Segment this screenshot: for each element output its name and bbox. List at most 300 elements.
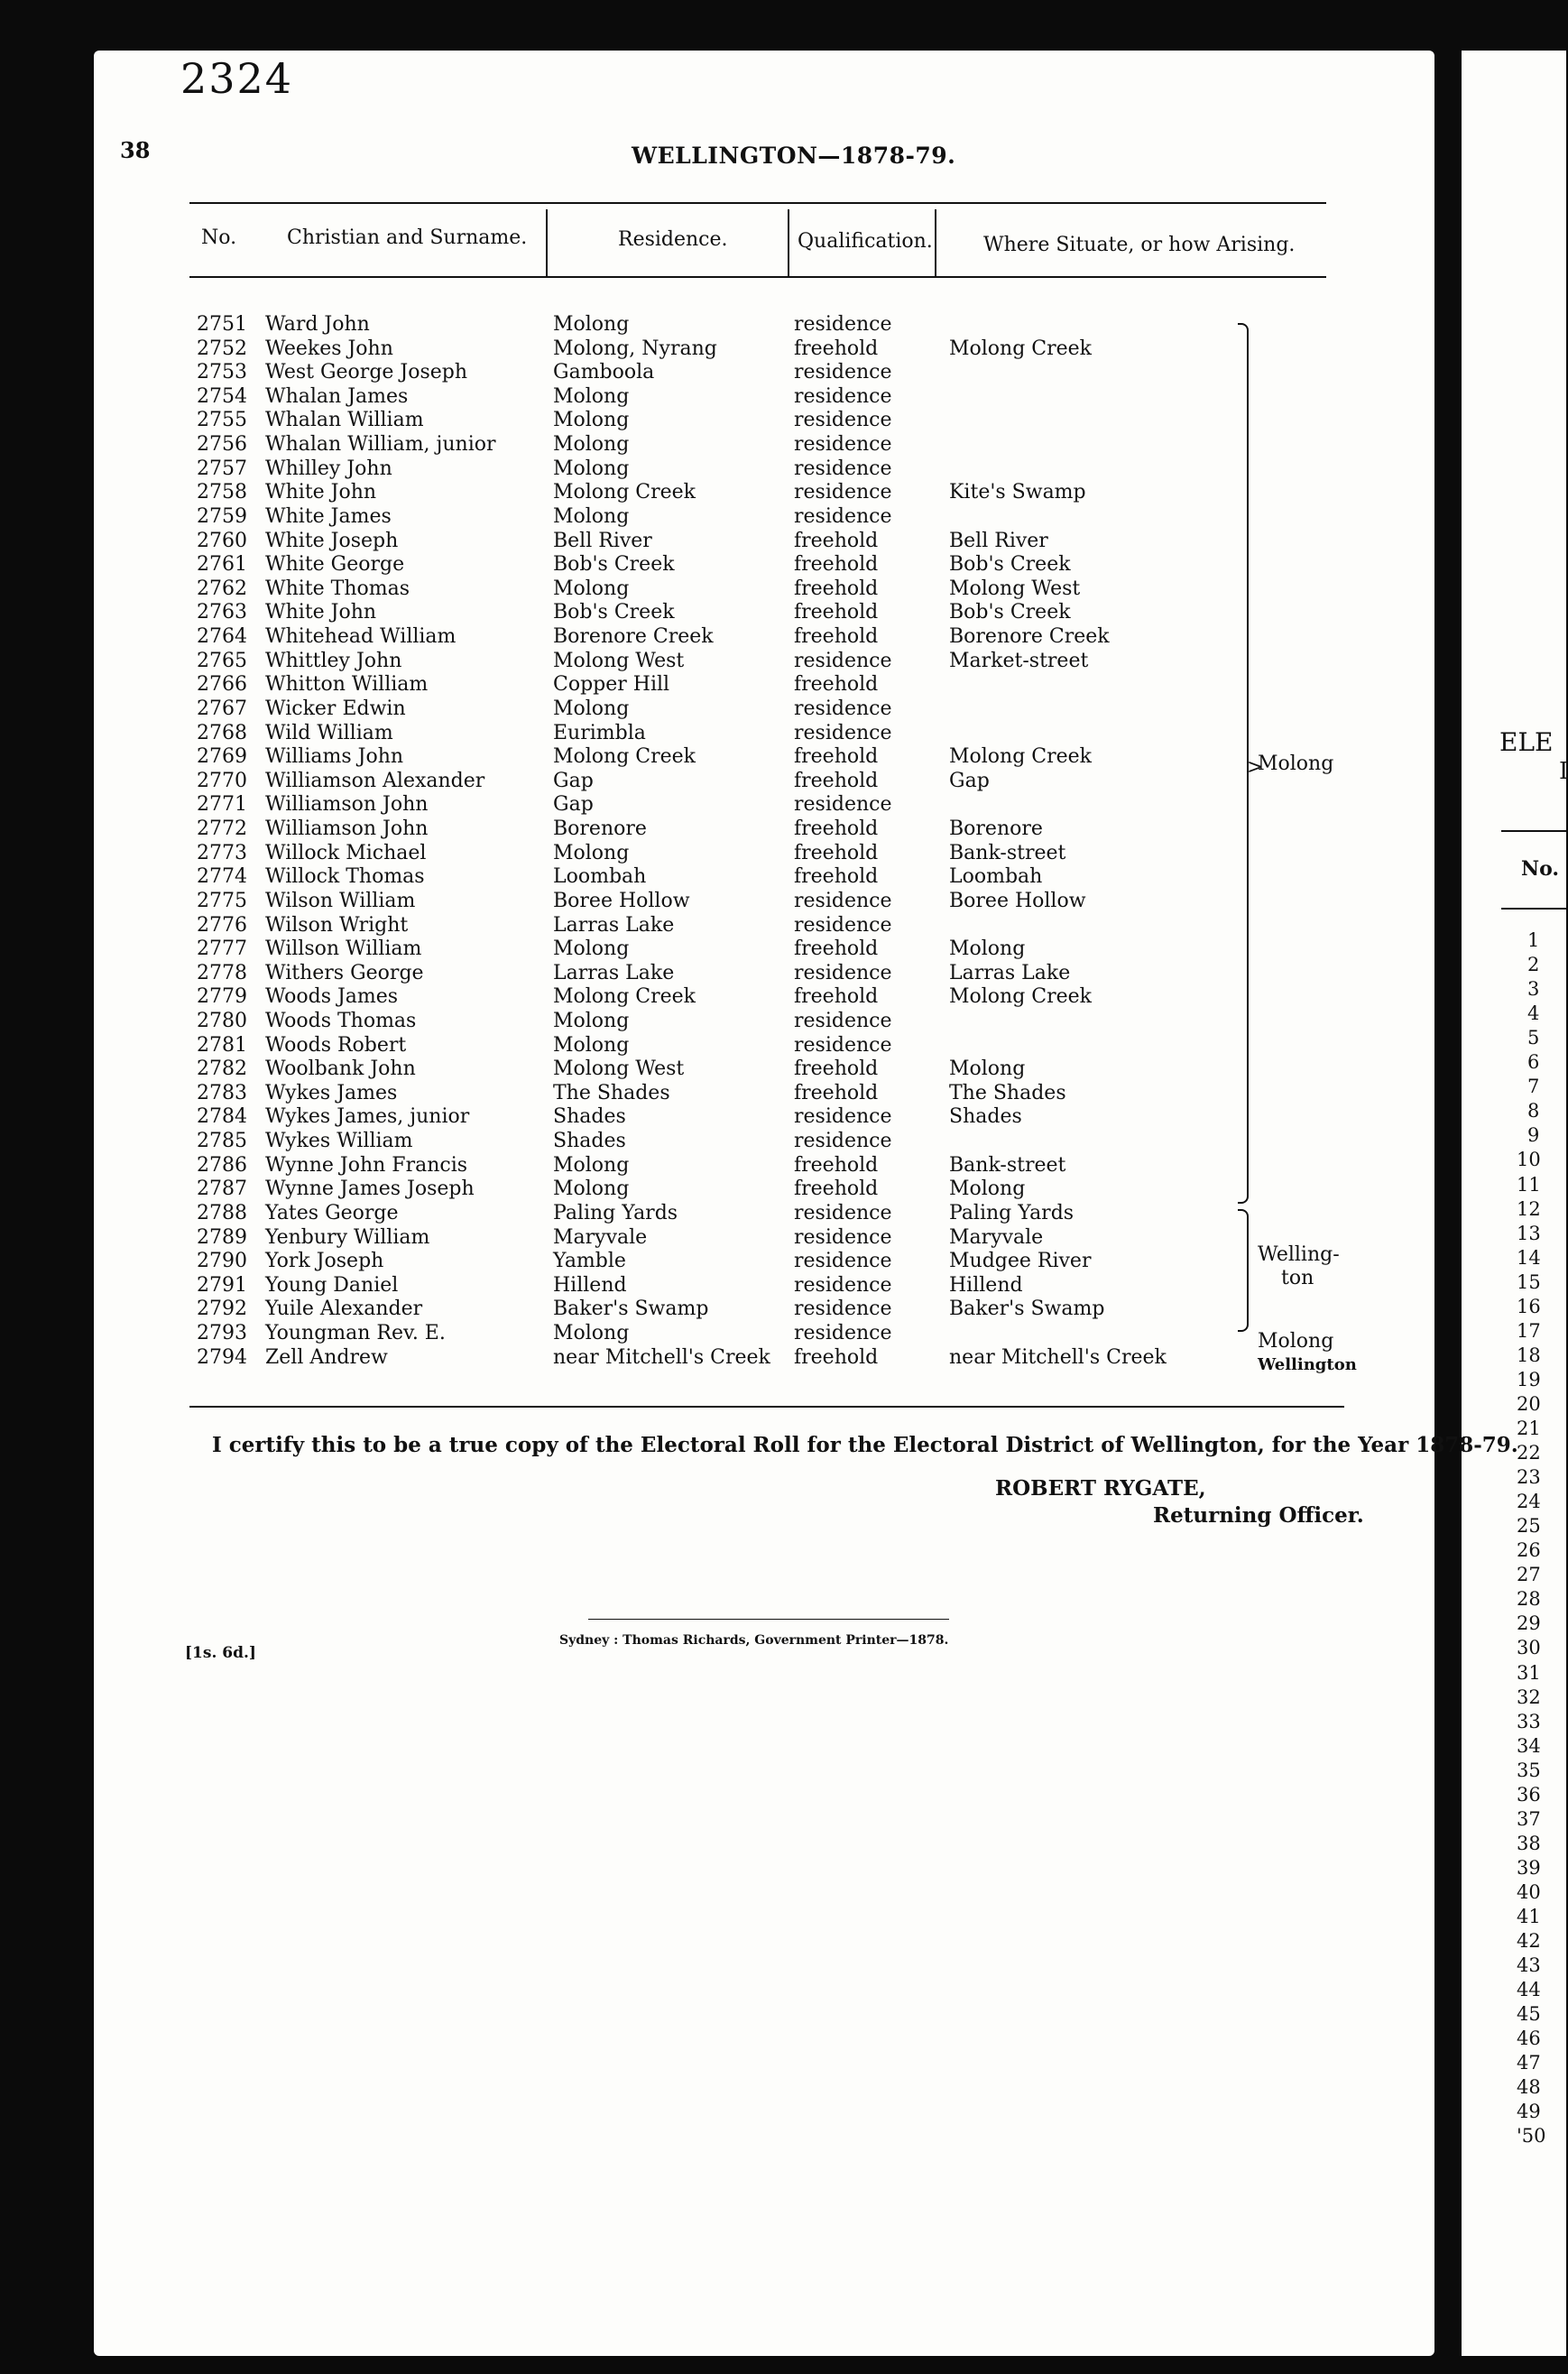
voter-name: Whalan William — [265, 409, 424, 432]
voter-name: Woolbank John — [265, 1058, 416, 1081]
voter-qualification: residence — [794, 1009, 892, 1032]
voter-number: 2785 — [197, 1130, 247, 1153]
voter-name: Yenbury William — [265, 1225, 430, 1249]
voter-residence: Molong — [553, 841, 630, 864]
voter-qualification: residence — [794, 1201, 892, 1224]
voter-residence: Bell River — [553, 529, 652, 552]
voter-situation: Molong — [949, 1058, 1026, 1081]
next-page-row-number: 33 — [1517, 1710, 1541, 1732]
voter-qualification: residence — [794, 1273, 892, 1297]
next-page-row-number: 26 — [1517, 1539, 1541, 1562]
table-row — [0, 313, 1566, 337]
voter-number: 2790 — [197, 1250, 247, 1273]
voter-number: 2757 — [197, 457, 247, 480]
voter-residence: Molong — [553, 504, 630, 528]
next-page-header-fragment: ELE — [1499, 727, 1554, 757]
officer-name: ROBERT RYGATE, — [995, 1476, 1206, 1501]
next-page-row-number: 37 — [1517, 1807, 1541, 1830]
voter-situation: Kite's Swamp — [949, 481, 1086, 504]
table-row — [0, 505, 1566, 530]
voter-residence: The Shades — [553, 1081, 670, 1104]
voter-situation: near Mitchell's Creek — [949, 1345, 1167, 1369]
header-bottom-rule — [189, 276, 1326, 278]
voter-qualification: residence — [794, 1250, 892, 1273]
table-row — [0, 577, 1566, 602]
voter-name: Willock Michael — [265, 841, 427, 864]
voter-number: 2773 — [197, 841, 247, 864]
voter-residence: Molong Creek — [553, 745, 696, 769]
next-page-row-number: 2 — [1527, 954, 1540, 976]
voter-qualification: freehold — [794, 529, 879, 552]
table-row — [0, 553, 1566, 577]
voter-residence: Eurimbla — [553, 721, 646, 744]
voter-residence: Molong — [553, 1033, 630, 1057]
next-page-row-number: 9 — [1527, 1124, 1540, 1147]
next-page-row-number: 30 — [1517, 1637, 1541, 1659]
next-page-row-number: 41 — [1517, 1906, 1541, 1927]
table-row — [0, 938, 1566, 962]
group-brace-wellington — [1238, 1209, 1249, 1332]
voter-number: 2794 — [197, 1345, 247, 1369]
voter-situation: Molong — [949, 1178, 1026, 1201]
next-page-row-number: 17 — [1517, 1319, 1541, 1342]
next-page-row-number: 43 — [1517, 1954, 1541, 1977]
table-row — [0, 890, 1566, 914]
voter-qualification: freehold — [794, 625, 879, 649]
table-row — [0, 1034, 1566, 1058]
table-row — [0, 842, 1566, 866]
table-row — [0, 818, 1566, 842]
voter-situation: Molong Creek — [949, 745, 1093, 769]
next-page-row-number: 34 — [1517, 1734, 1541, 1757]
voter-qualification: freehold — [794, 1345, 879, 1369]
next-page-row-number: 31 — [1517, 1661, 1541, 1684]
voter-situation: Molong — [949, 938, 1026, 961]
printer-imprint: Sydney : Thomas Richards, Government Printer—1878. — [559, 1633, 949, 1648]
voter-name: Wicker Edwin — [265, 697, 406, 720]
voter-name: Whittley John — [265, 649, 402, 672]
voter-name: Yates George — [265, 1201, 399, 1224]
voter-qualification: freehold — [794, 553, 879, 577]
next-page-row-number: 46 — [1517, 2028, 1541, 2050]
table-row — [0, 385, 1566, 410]
voter-name: Williams John — [265, 745, 404, 769]
voter-residence: Bob's Creek — [553, 601, 675, 624]
voter-residence: Gap — [553, 769, 594, 792]
voter-name: York Joseph — [265, 1250, 384, 1273]
group-label-wellington-cont: ton — [1281, 1267, 1314, 1289]
next-page-row-number: 10 — [1517, 1149, 1541, 1171]
next-page-row-number: 28 — [1517, 1588, 1541, 1611]
voter-residence: Molong West — [553, 1058, 685, 1081]
brace-point: > — [1247, 756, 1264, 779]
next-page-row-number: 12 — [1517, 1197, 1541, 1220]
voter-qualification: residence — [794, 481, 892, 504]
voter-number: 2788 — [197, 1201, 247, 1224]
next-page-row-number: 42 — [1517, 1930, 1541, 1953]
table-row — [0, 697, 1566, 722]
next-page-row-number: 25 — [1517, 1515, 1541, 1538]
table-row — [0, 962, 1566, 986]
table-row — [0, 1082, 1566, 1106]
table-row — [0, 1010, 1566, 1034]
voter-qualification: residence — [794, 913, 892, 937]
voter-residence: Baker's Swamp — [553, 1298, 709, 1321]
next-page-row-number: 49 — [1517, 2101, 1541, 2123]
page-number: 38 — [120, 137, 151, 163]
voter-residence: Shades — [553, 1105, 626, 1129]
voter-number: 2760 — [197, 529, 247, 552]
next-page-row-number: 14 — [1517, 1246, 1541, 1269]
voter-qualification: residence — [794, 1298, 892, 1321]
voter-name: White Joseph — [265, 529, 399, 552]
table-row — [0, 722, 1566, 746]
voter-name: Williamson John — [265, 818, 429, 841]
next-page-row-number: 36 — [1517, 1783, 1541, 1806]
voter-qualification: freehold — [794, 1153, 879, 1177]
voter-number: 2791 — [197, 1273, 247, 1297]
voter-name: Willson William — [265, 938, 422, 961]
voter-situation: Borenore Creek — [949, 625, 1110, 649]
group-label-molong-single: Molong — [1258, 1330, 1334, 1353]
voter-qualification: residence — [794, 889, 892, 912]
voter-number: 2776 — [197, 913, 247, 937]
certification-statement: I certify this to be a true copy of the Electoral Roll for the Electoral District of Wellington, for the Year 1878-79. — [212, 1433, 1518, 1457]
voter-number: 2755 — [197, 409, 247, 432]
voter-situation: Bell River — [949, 529, 1048, 552]
voter-number: 2759 — [197, 504, 247, 528]
voter-qualification: residence — [794, 457, 892, 480]
voter-situation: Paling Yards — [949, 1201, 1075, 1224]
voter-number: 2753 — [197, 361, 247, 384]
voter-situation: Maryvale — [949, 1225, 1044, 1249]
voter-residence: Molong — [553, 577, 630, 600]
voter-name: Wild William — [265, 721, 393, 744]
voter-name: Williamson Alexander — [265, 769, 485, 792]
voter-name: Wynne John Francis — [265, 1153, 468, 1177]
voter-residence: Molong — [553, 938, 630, 961]
voter-situation: Bank-street — [949, 841, 1066, 864]
next-page-row-number: 11 — [1517, 1173, 1541, 1196]
voter-residence: Loombah — [553, 865, 647, 889]
voter-name: White James — [265, 504, 392, 528]
voter-residence: Molong — [553, 697, 630, 720]
voter-qualification: residence — [794, 504, 892, 528]
next-page-row-number: 16 — [1517, 1295, 1541, 1317]
voter-situation: Hillend — [949, 1273, 1023, 1297]
next-page-row-number: 48 — [1517, 2076, 1541, 2099]
voter-number: 2756 — [197, 433, 247, 457]
next-page-row-number: 19 — [1517, 1368, 1541, 1390]
voter-qualification: freehold — [794, 577, 879, 600]
voter-name: Woods Thomas — [265, 1009, 417, 1032]
voter-number: 2771 — [197, 793, 247, 817]
voter-name: Yuile Alexander — [265, 1298, 423, 1321]
next-page-header-rule — [1501, 908, 1566, 910]
table-row — [0, 625, 1566, 650]
table-bottom-rule — [189, 1406, 1344, 1408]
voter-residence: Molong — [553, 433, 630, 457]
next-page-row-number: 7 — [1527, 1076, 1540, 1098]
voter-name: Youngman Rev. E. — [265, 1322, 446, 1345]
voter-number: 2765 — [197, 649, 247, 672]
voter-situation: Gap — [949, 769, 990, 792]
voter-number: 2779 — [197, 985, 247, 1009]
table-row — [0, 337, 1566, 362]
voter-qualification: freehold — [794, 1081, 879, 1104]
table-row — [0, 793, 1566, 818]
voter-number: 2786 — [197, 1153, 247, 1177]
voter-situation: Boree Hollow — [949, 889, 1086, 912]
next-page-row-number: 21 — [1517, 1418, 1541, 1439]
voter-situation: Market-street — [949, 649, 1089, 672]
voter-qualification: freehold — [794, 938, 879, 961]
voter-qualification: residence — [794, 1105, 892, 1129]
voter-number: 2764 — [197, 625, 247, 649]
voter-name: Young Daniel — [265, 1273, 399, 1297]
voter-qualification: residence — [794, 313, 892, 336]
voter-number: 2751 — [197, 313, 247, 336]
voter-qualification: freehold — [794, 769, 879, 792]
voter-name: Wykes James, junior — [265, 1105, 470, 1129]
voter-name: Wynne James Joseph — [265, 1178, 475, 1201]
next-page-row-number: 23 — [1517, 1466, 1541, 1489]
voter-residence: Boree Hollow — [553, 889, 690, 912]
voter-number: 2754 — [197, 384, 247, 408]
voter-residence: Copper Hill — [553, 673, 670, 697]
next-page-column-no: No. — [1521, 857, 1560, 881]
page-title: WELLINGTON—1878-79. — [632, 143, 956, 169]
voter-number: 2787 — [197, 1178, 247, 1201]
column-header-name: Christian and Surname. — [287, 226, 528, 249]
next-page-row-number: 39 — [1517, 1856, 1541, 1879]
voter-number: 2752 — [197, 337, 247, 360]
voter-qualification: residence — [794, 409, 892, 432]
voter-number: 2762 — [197, 577, 247, 600]
voter-name: Wykes William — [265, 1130, 413, 1153]
voter-number: 2778 — [197, 961, 247, 984]
next-page-row-number: 44 — [1517, 1979, 1541, 2001]
voter-qualification: residence — [794, 1130, 892, 1153]
voter-number: 2770 — [197, 769, 247, 792]
voter-qualification: freehold — [794, 841, 879, 864]
column-header-where: Where Situate, or how Arising. — [983, 234, 1296, 256]
column-header-residence: Residence. — [618, 228, 728, 251]
voter-number: 2792 — [197, 1298, 247, 1321]
voter-number: 2769 — [197, 745, 247, 769]
next-page-row-number: 40 — [1517, 1880, 1541, 1903]
voter-situation: Bank-street — [949, 1153, 1066, 1177]
voter-name: White George — [265, 553, 405, 577]
table-row — [0, 1274, 1566, 1298]
next-page-row-number: 15 — [1517, 1270, 1541, 1293]
next-page-row-number: 24 — [1517, 1491, 1541, 1513]
next-page-row-number: '50 — [1517, 2125, 1546, 2148]
next-page-row-number: 13 — [1517, 1222, 1541, 1244]
table-row — [0, 457, 1566, 482]
voter-qualification: residence — [794, 649, 892, 672]
voter-residence: Paling Yards — [553, 1201, 678, 1224]
voter-residence: Gap — [553, 793, 594, 817]
voter-name: White John — [265, 601, 377, 624]
voter-name: Whitton William — [265, 673, 429, 697]
voter-name: Woods James — [265, 985, 399, 1009]
voter-qualification: freehold — [794, 985, 879, 1009]
next-page-row-number: 38 — [1517, 1832, 1541, 1854]
voter-name: Williamson John — [265, 793, 429, 817]
next-page-row-number: 1 — [1527, 929, 1540, 951]
voter-number: 2761 — [197, 553, 247, 577]
voter-situation: Larras Lake — [949, 961, 1071, 984]
voter-qualification: residence — [794, 384, 892, 408]
voter-number: 2766 — [197, 673, 247, 697]
voter-number: 2763 — [197, 601, 247, 624]
next-page-row-number: 3 — [1527, 978, 1540, 1001]
voter-situation: Molong Creek — [949, 337, 1093, 360]
voter-residence: Yamble — [553, 1250, 626, 1273]
voter-number: 2777 — [197, 938, 247, 961]
voter-residence: Molong West — [553, 649, 685, 672]
next-page-row-number: 35 — [1517, 1759, 1541, 1781]
voter-residence: Maryvale — [553, 1225, 648, 1249]
column-divider — [935, 209, 936, 278]
group-label-wellington-single: Wellington — [1258, 1355, 1357, 1374]
voter-qualification: residence — [794, 1225, 892, 1249]
voter-name: Withers George — [265, 961, 424, 984]
table-row — [0, 601, 1566, 625]
voter-residence: Molong — [553, 457, 630, 480]
voter-situation: Bob's Creek — [949, 601, 1071, 624]
voter-residence: Molong Creek — [553, 481, 696, 504]
voter-situation: Molong Creek — [949, 985, 1093, 1009]
voter-residence: Shades — [553, 1130, 626, 1153]
voter-name: Willock Thomas — [265, 865, 425, 889]
next-page-row-number: 20 — [1517, 1392, 1541, 1415]
next-page-row-number: 45 — [1517, 2003, 1541, 2026]
voter-residence: Molong — [553, 384, 630, 408]
voter-qualification: residence — [794, 961, 892, 984]
voter-situation: Borenore — [949, 818, 1043, 841]
next-page-header-fragment-2: I — [1559, 758, 1568, 785]
next-page-row-number: 4 — [1527, 1002, 1540, 1025]
voter-residence: Molong — [553, 1178, 630, 1201]
voter-number: 2789 — [197, 1225, 247, 1249]
table-row — [0, 1295, 1566, 1322]
voter-situation: Mudgee River — [949, 1250, 1092, 1273]
voter-number: 2782 — [197, 1058, 247, 1081]
table-row — [0, 1130, 1566, 1154]
table-row — [0, 433, 1566, 457]
column-header-qualification: Qualification. — [798, 230, 933, 253]
next-page-row-number: 22 — [1517, 1442, 1541, 1464]
voter-qualification: residence — [794, 1322, 892, 1345]
table-row — [0, 1154, 1566, 1178]
voter-qualification: freehold — [794, 601, 879, 624]
price-tag: [1s. 6d.] — [185, 1644, 256, 1662]
voter-qualification: residence — [794, 361, 892, 384]
voter-name: West George Joseph — [265, 361, 468, 384]
voter-name: White John — [265, 481, 377, 504]
voter-residence: Molong — [553, 1322, 630, 1345]
table-row — [0, 530, 1566, 554]
table-row — [0, 985, 1566, 1010]
table-row — [0, 914, 1566, 938]
voter-qualification: residence — [794, 1033, 892, 1057]
voter-qualification: residence — [794, 793, 892, 817]
next-page-row-number: 47 — [1517, 2052, 1541, 2074]
voter-residence: Borenore — [553, 818, 647, 841]
voter-name: Whilley John — [265, 457, 392, 480]
table-row — [0, 481, 1566, 505]
voter-situation: Molong West — [949, 577, 1081, 600]
voter-name: Whalan William, junior — [265, 433, 496, 457]
voter-qualification: freehold — [794, 865, 879, 889]
voter-number: 2768 — [197, 721, 247, 744]
next-page-row-number: 29 — [1517, 1612, 1541, 1635]
voter-name: Zell Andrew — [265, 1345, 388, 1369]
voter-residence: Larras Lake — [553, 961, 675, 984]
stamp-number: 2324 — [180, 54, 294, 103]
next-page-row-number: 6 — [1527, 1051, 1540, 1074]
voter-number: 2784 — [197, 1105, 247, 1129]
group-label-wellington: Welling- — [1258, 1243, 1340, 1266]
voter-name: Whitehead William — [265, 625, 457, 649]
voter-qualification: freehold — [794, 673, 879, 697]
table-row — [0, 650, 1566, 674]
voter-qualification: residence — [794, 697, 892, 720]
table-row — [0, 1058, 1566, 1082]
header-top-rule — [189, 202, 1326, 204]
column-divider — [546, 209, 548, 278]
voter-qualification: freehold — [794, 1058, 879, 1081]
voter-qualification: residence — [794, 721, 892, 744]
voter-situation: The Shades — [949, 1081, 1066, 1104]
voter-name: Wykes James — [265, 1081, 398, 1104]
voter-situation: Baker's Swamp — [949, 1298, 1105, 1321]
voter-residence: Molong Creek — [553, 985, 696, 1009]
voter-number: 2780 — [197, 1009, 247, 1032]
voter-number: 2772 — [197, 818, 247, 841]
voter-number: 2767 — [197, 697, 247, 720]
voter-residence: near Mitchell's Creek — [553, 1345, 770, 1369]
voter-name: Wilson William — [265, 889, 416, 912]
table-row — [0, 1202, 1566, 1226]
column-header-no: No. — [201, 226, 237, 249]
voter-number: 2758 — [197, 481, 247, 504]
voter-qualification: freehold — [794, 818, 879, 841]
table-row — [0, 1178, 1566, 1202]
officer-title: Returning Officer. — [1153, 1503, 1364, 1528]
voter-name: Whalan James — [265, 384, 409, 408]
next-page-row-number: 8 — [1527, 1100, 1540, 1122]
voter-name: Woods Robert — [265, 1033, 407, 1057]
next-page-row-number: 27 — [1517, 1564, 1541, 1586]
voter-name: Ward John — [265, 313, 370, 336]
voter-situation: Loombah — [949, 865, 1043, 889]
voter-residence: Molong — [553, 409, 630, 432]
table-row — [0, 1105, 1566, 1130]
voter-name: Weekes John — [265, 337, 393, 360]
table-row — [0, 673, 1566, 697]
voter-situation: Bob's Creek — [949, 553, 1071, 577]
voter-name: Wilson Wright — [265, 913, 409, 937]
voter-number: 2781 — [197, 1033, 247, 1057]
table-row — [0, 409, 1566, 433]
next-page-row-number: 18 — [1517, 1344, 1541, 1366]
voter-residence: Hillend — [553, 1273, 627, 1297]
column-divider — [788, 209, 789, 278]
voter-residence: Molong — [553, 1153, 630, 1177]
